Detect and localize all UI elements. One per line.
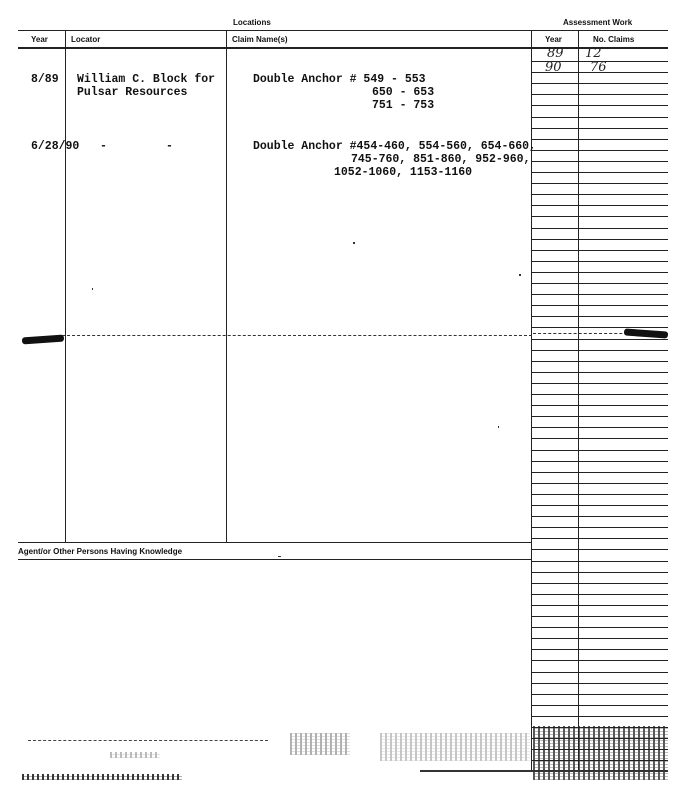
aw-ruled-line xyxy=(532,461,668,462)
aw-ruled-line xyxy=(532,394,668,395)
aw-ruled-line xyxy=(532,549,668,550)
aw-ruled-line xyxy=(532,83,668,84)
entry-1-claims-line3: 751 - 753 xyxy=(372,99,435,112)
entry-1-year: 8/89 xyxy=(31,73,59,86)
aw-row-2-claims: 76 xyxy=(590,60,607,75)
aw-ruled-line xyxy=(532,527,668,528)
aw-ruled-line xyxy=(532,105,668,106)
entry-1-claims-line2: 650 - 653 xyxy=(372,86,435,99)
entry-2-claims-line2: 745-760, 851-860, 952-960, xyxy=(351,153,531,166)
scan-speck xyxy=(519,274,521,276)
aw-ruled-line xyxy=(532,660,668,661)
left-ink-blotch xyxy=(22,335,64,345)
aw-ruled-line xyxy=(532,117,668,118)
aw-ruled-line xyxy=(532,638,668,639)
aw-ruled-line xyxy=(532,128,668,129)
aw-ruled-line xyxy=(532,583,668,584)
aw-ruled-line xyxy=(532,228,668,229)
aw-ruled-line xyxy=(532,627,668,628)
header-top-rule xyxy=(18,30,668,31)
aw-ruled-line xyxy=(532,194,668,195)
locations-bottom-rule xyxy=(18,542,532,543)
entry-2-locator-dash2: - xyxy=(166,140,173,153)
assessment-work-header: Assessment Work xyxy=(563,18,633,27)
aw-ruled-line xyxy=(532,572,668,573)
aw-ruled-line xyxy=(532,494,668,495)
aw-ruled-line xyxy=(532,649,668,650)
aw-ruled-line xyxy=(532,405,668,406)
aw-ruled-line xyxy=(532,272,668,273)
aw-ruled-line xyxy=(532,438,668,439)
entry-2-locator-dash1: - xyxy=(100,140,107,153)
aw-ruled-line xyxy=(532,94,668,95)
bottom-noisy-rule xyxy=(420,770,668,772)
aw-ruled-line xyxy=(532,616,668,617)
aw-ruled-line xyxy=(532,183,668,184)
aw-ruled-line xyxy=(532,327,668,328)
aw-ruled-line xyxy=(532,538,668,539)
aw-ruled-line xyxy=(532,339,668,340)
aw-ruled-line xyxy=(532,361,668,362)
aw-ruled-line xyxy=(532,716,668,717)
scan-speck xyxy=(498,426,499,428)
aw-no-claims-column-header: No. Claims xyxy=(593,35,635,44)
entry-2-claims-line3: 1052-1060, 1153-1160 xyxy=(334,166,473,179)
aw-ruled-line xyxy=(532,250,668,251)
scan-noise-center-right xyxy=(380,733,530,761)
aw-ruled-line xyxy=(532,350,668,351)
mid-separator-rule xyxy=(62,335,532,336)
aw-ruled-line xyxy=(532,383,668,384)
header-bottom-rule xyxy=(18,47,668,49)
aw-ruled-line xyxy=(532,283,668,284)
scan-noise-left xyxy=(110,752,160,758)
aw-ruled-line xyxy=(532,516,668,517)
entry-1-locator-line2: Pulsar Resources xyxy=(77,86,188,99)
aw-row-2-year: 90 xyxy=(545,60,562,75)
aw-ruled-line xyxy=(532,239,668,240)
aw-row-1-claims: 12 xyxy=(585,46,602,61)
aw-ruled-line xyxy=(532,372,668,373)
entry-2-year: 6/28/90 xyxy=(31,140,80,153)
locations-header: Locations xyxy=(233,18,271,27)
aw-ruled-line xyxy=(532,261,668,262)
aw-row-1-year: 89 xyxy=(547,46,564,61)
scan-speck xyxy=(278,556,281,557)
aw-year-column-header: Year xyxy=(545,35,562,44)
bottom-faint-rule xyxy=(28,740,268,741)
scan-speck xyxy=(92,288,93,290)
scan-noise-bottom-left xyxy=(22,774,182,780)
right-ink-blotch xyxy=(624,328,668,338)
agent-section-rule xyxy=(18,559,532,560)
agent-section-label: Agent/or Other Persons Having Knowledge xyxy=(18,547,183,556)
entry-1-locator-line1: William C. Block for xyxy=(77,73,216,86)
entry-1-claims-line1: Double Anchor # 549 - 553 xyxy=(253,73,426,86)
scan-speck xyxy=(353,242,355,244)
year-column-header: Year xyxy=(31,35,48,44)
scan-noise-center xyxy=(290,733,350,755)
locator-claims-divider xyxy=(226,31,227,542)
aw-ruled-line xyxy=(532,605,668,606)
aw-ruled-line xyxy=(532,705,668,706)
aw-ruled-line xyxy=(532,505,668,506)
entry-2-claims-line1: Double Anchor #454-460, 554-560, 654-660, xyxy=(253,140,536,153)
aw-ruled-line xyxy=(532,139,668,140)
aw-ruled-line xyxy=(532,694,668,695)
aw-ruled-line xyxy=(532,450,668,451)
aw-ruled-line xyxy=(532,305,668,306)
aw-ruled-line xyxy=(532,594,668,595)
claim-names-column-header: Claim Name(s) xyxy=(232,35,288,44)
aw-ruled-line xyxy=(532,205,668,206)
aw-ruled-line xyxy=(532,172,668,173)
locator-column-header: Locator xyxy=(71,35,101,44)
aw-ruled-line xyxy=(532,161,668,162)
aw-ruled-line xyxy=(532,416,668,417)
aw-ruled-line xyxy=(532,683,668,684)
aw-ruled-line xyxy=(532,483,668,484)
aw-ruled-line xyxy=(532,472,668,473)
year-locator-divider xyxy=(65,31,66,542)
aw-ruled-line xyxy=(532,672,668,673)
aw-ruled-line xyxy=(532,427,668,428)
aw-ruled-line xyxy=(532,150,668,151)
aw-ruled-line xyxy=(532,294,668,295)
aw-ruled-line xyxy=(532,561,668,562)
aw-ruled-line xyxy=(532,216,668,217)
aw-ruled-line xyxy=(532,316,668,317)
